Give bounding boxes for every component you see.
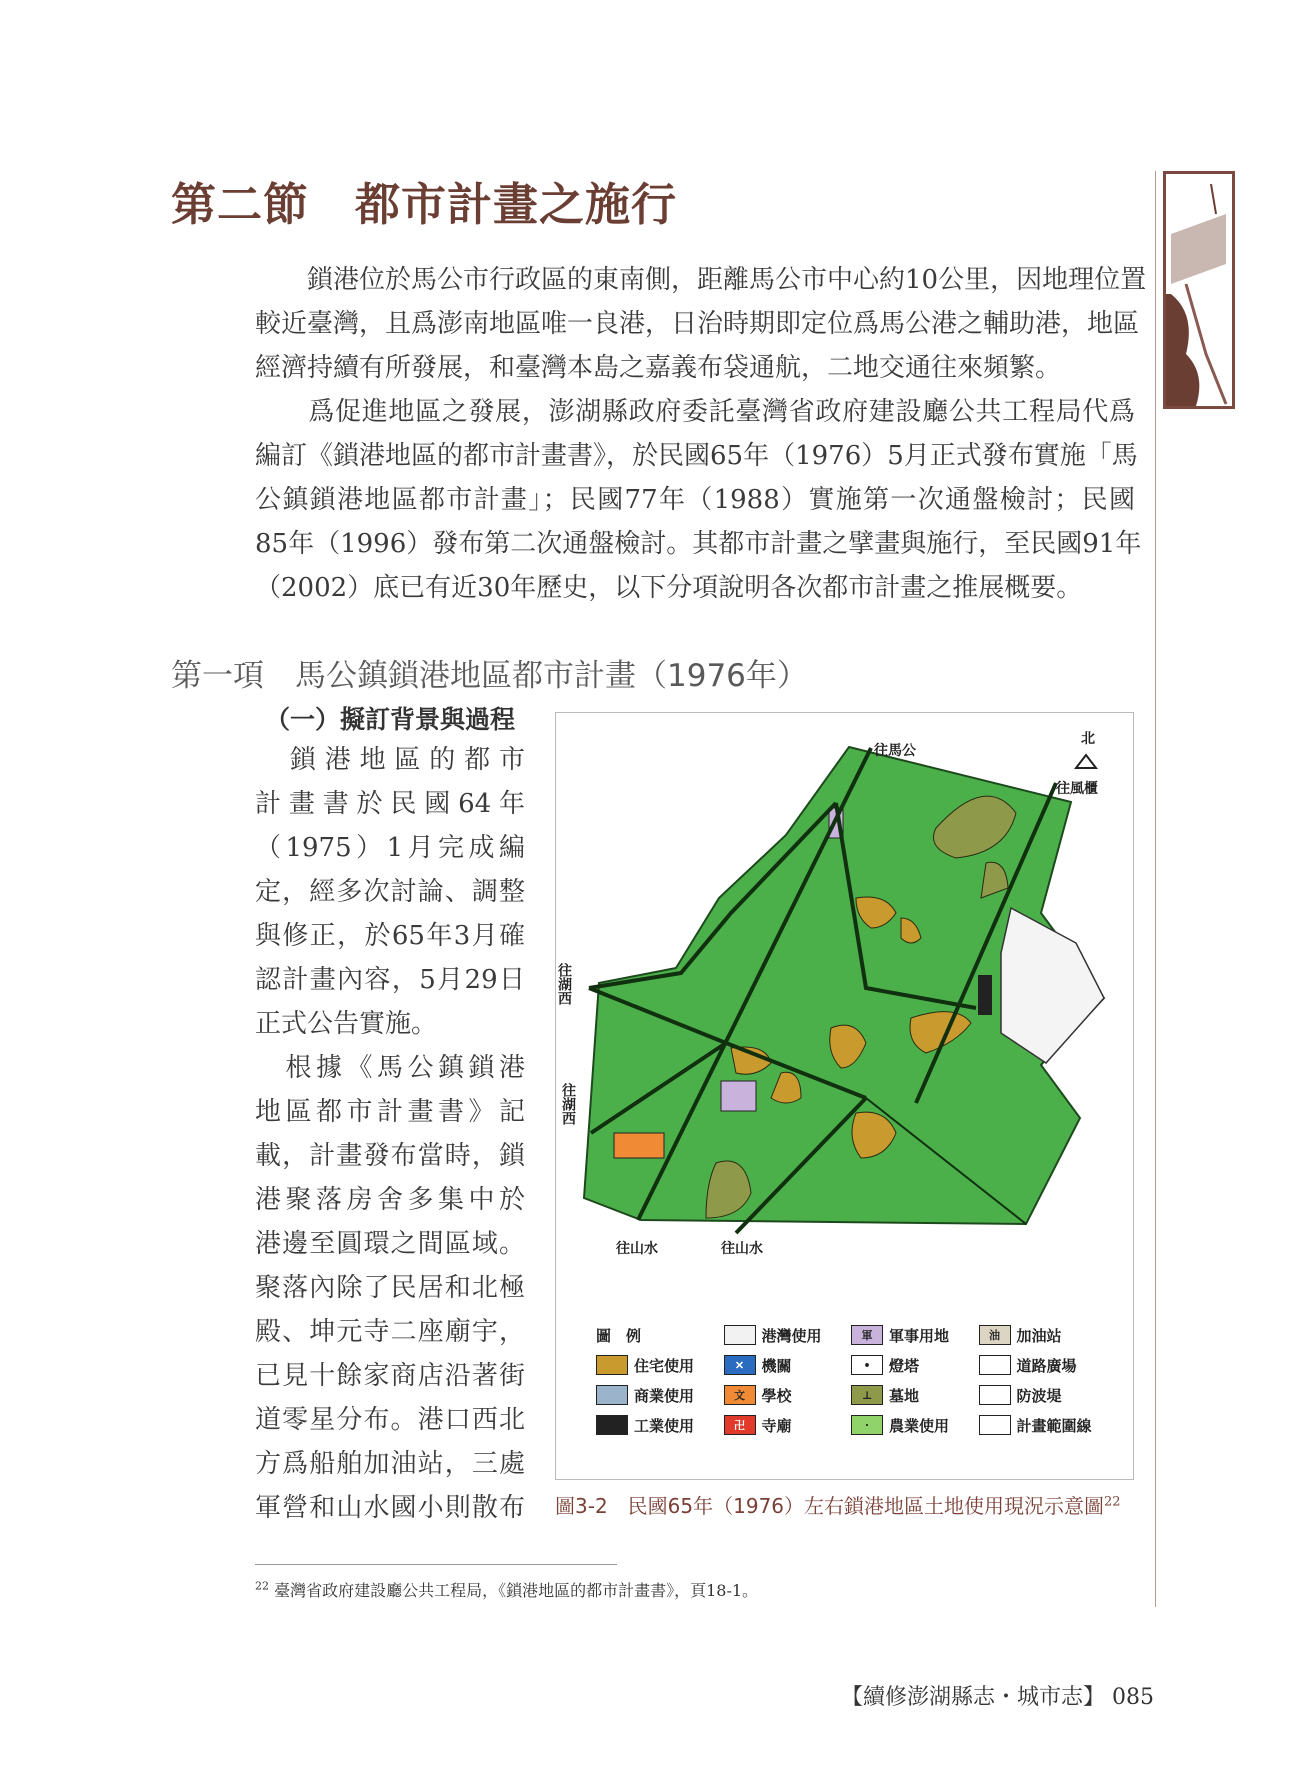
text-line: 計畫書於民國64年 bbox=[255, 789, 525, 819]
intro-paragraphs bbox=[255, 258, 1147, 610]
subsection-title: 第一項 馬公鎮鎖港地區都市計畫（1976年） bbox=[171, 658, 808, 694]
text-line: 殿、坤元寺二座廟宇， bbox=[255, 1317, 525, 1347]
legend-label: 道路廣場 bbox=[1016, 1356, 1077, 1375]
caption-text: 圖3-2 民國65年（1976）左右鎖港地區土地使用現況示意圖 bbox=[555, 1494, 1105, 1518]
land-use-map bbox=[556, 713, 1133, 1313]
text-line: 鎖港地區的都市 bbox=[255, 745, 525, 775]
legend-label: 防波堤 bbox=[1016, 1386, 1062, 1405]
legend-item bbox=[979, 1323, 1107, 1347]
text-line: 根據《馬公鎮鎖港 bbox=[255, 1053, 525, 1083]
legend-swatch-icon bbox=[724, 1325, 756, 1345]
text-line: 鎖港位於馬公市行政區的東南側，距離馬公市中心約10公里，因地理位置 bbox=[255, 265, 1147, 295]
legend-label: 農業使用 bbox=[889, 1416, 950, 1435]
legend-swatch-icon bbox=[596, 1385, 628, 1405]
map-label-to-huxi-2: 往湖西 bbox=[560, 1083, 576, 1125]
legend-swatch-icon: 文 bbox=[724, 1385, 756, 1405]
legend-item bbox=[851, 1353, 979, 1377]
text-line: 港聚落房舍多集中於 bbox=[255, 1185, 525, 1215]
legend-label: 住宅使用 bbox=[634, 1356, 695, 1375]
legend-label: 港灣使用 bbox=[761, 1326, 822, 1345]
figure-caption bbox=[555, 1490, 1121, 1519]
text-line: 編訂《鎖港地區的都市計畫書》，於民國65年（1976）5月正式發布實施「馬 bbox=[255, 441, 1138, 471]
text-line: 定，經多次討論、調整 bbox=[255, 877, 525, 907]
legend-item bbox=[596, 1353, 724, 1377]
text-line: 載，計畫發布當時，鎖 bbox=[255, 1141, 525, 1171]
map-label-to-magong: 往馬公 bbox=[874, 743, 916, 759]
text-line: 爲促進地區之發展，澎湖縣政府委託臺灣省政府建設廳公共工程局代爲 bbox=[255, 397, 1135, 427]
map-legend bbox=[596, 1323, 1106, 1437]
footnote-number: 22 bbox=[255, 1579, 269, 1593]
legend-swatch-icon: • bbox=[851, 1355, 883, 1375]
legend-label: 墓地 bbox=[889, 1386, 920, 1405]
map-label-to-fengkui: 往風櫃 bbox=[1056, 781, 1098, 797]
legend-item bbox=[851, 1323, 979, 1347]
footnote-divider bbox=[255, 1564, 617, 1565]
section-title: 第二節 都市計畫之施行 bbox=[171, 178, 678, 231]
legend-swatch-icon: · bbox=[851, 1415, 883, 1435]
text-line: 軍營和山水國小則散布 bbox=[255, 1493, 525, 1523]
legend-item bbox=[979, 1353, 1107, 1377]
page-footer: 【續修澎湖縣志・城市志】 085 bbox=[841, 1685, 1154, 1710]
industrial-block bbox=[978, 975, 992, 1015]
text-line: 認計畫內容，5月29日 bbox=[255, 965, 525, 995]
body-column bbox=[255, 738, 525, 1530]
caption-footnote-ref[interactable]: 22 bbox=[1104, 1494, 1121, 1510]
footnote bbox=[255, 1578, 758, 1601]
margin-rule bbox=[1155, 171, 1156, 1607]
subsubsection-title: （一）擬訂背景與過程 bbox=[265, 705, 516, 734]
text-line: 道零星分布。港口西北 bbox=[255, 1405, 525, 1435]
legend-label: 學校 bbox=[761, 1386, 792, 1405]
legend-label: 軍事用地 bbox=[889, 1326, 950, 1345]
text-line: （2002）底已有近30年歷史，以下分項說明各次都市計畫之推展概要。 bbox=[255, 573, 1083, 603]
legend-swatch-icon: ✕ bbox=[724, 1355, 756, 1375]
legend-swatch-icon: 軍 bbox=[851, 1325, 883, 1345]
map-label-to-shanshui-2: 往山水 bbox=[721, 1241, 763, 1257]
legend-label: 寺廟 bbox=[761, 1416, 792, 1435]
legend-swatch-icon: 油 bbox=[979, 1325, 1011, 1345]
map-label-north: 北 bbox=[1081, 731, 1095, 747]
legend-swatch-icon bbox=[979, 1415, 1011, 1435]
legend-item bbox=[724, 1353, 852, 1377]
legend-item bbox=[596, 1413, 724, 1437]
legend-swatch-icon bbox=[596, 1355, 628, 1375]
legend-label: 商業使用 bbox=[634, 1386, 695, 1405]
legend-swatch-icon bbox=[979, 1385, 1011, 1405]
legend-item bbox=[979, 1413, 1107, 1437]
text-line: 公鎮鎖港地區都市計畫」；民國77年（1988）實施第一次通盤檢討；民國 bbox=[255, 485, 1135, 515]
legend-label: 計畫範圍線 bbox=[1016, 1416, 1092, 1435]
text-line: 較近臺灣，且爲澎南地區唯一良港，日治時期即定位爲馬公港之輔助港，地區 bbox=[255, 309, 1140, 339]
legend-label: 工業使用 bbox=[634, 1416, 695, 1435]
legend-item bbox=[979, 1383, 1107, 1407]
footnote-text: 臺灣省政府建設廳公共工程局，《鎖港地區的都市計畫書》，頁18-1。 bbox=[269, 1581, 759, 1600]
text-line: 經濟持續有所發展，和臺灣本島之嘉義布袋通航，二地交通往來頻繁。 bbox=[255, 353, 1062, 383]
map-label-to-huxi-1: 往湖西 bbox=[556, 963, 572, 1005]
text-line: 地區都市計畫書》記 bbox=[255, 1097, 525, 1127]
legend-item bbox=[724, 1383, 852, 1407]
legend-item bbox=[596, 1383, 724, 1407]
land-use-map-figure bbox=[555, 712, 1134, 1480]
legend-title: 圖 例 bbox=[596, 1326, 642, 1345]
legend-swatch-icon: 卍 bbox=[724, 1415, 756, 1435]
legend-item bbox=[724, 1323, 852, 1347]
text-line: 方爲船舶加油站，三處 bbox=[255, 1449, 525, 1479]
legend-label: 加油站 bbox=[1016, 1326, 1062, 1345]
text-line: 正式公告實施。 bbox=[255, 1009, 438, 1039]
text-line: 與修正，於65年3月確 bbox=[255, 921, 525, 951]
north-arrow-icon bbox=[1076, 755, 1096, 768]
text-line: 已見十餘家商店沿著街 bbox=[255, 1361, 525, 1391]
legend-label: 燈塔 bbox=[889, 1356, 920, 1375]
text-line: 85年（1996）發布第二次通盤檢討。其都市計畫之擘畫與施行，至民國91年 bbox=[255, 529, 1142, 559]
harbor-area bbox=[1001, 908, 1104, 1063]
legend-label: 機關 bbox=[761, 1356, 792, 1375]
legend-swatch-icon bbox=[596, 1415, 628, 1435]
legend-swatch-icon: ⊥ bbox=[851, 1385, 883, 1405]
map-label-to-shanshui-1: 往山水 bbox=[616, 1241, 658, 1257]
text-line: 港邊至圓環之間區域。 bbox=[255, 1229, 525, 1259]
text-line: 聚落內除了民居和北極 bbox=[255, 1273, 525, 1303]
military-camp bbox=[721, 1081, 756, 1111]
text-line: （1975）1月完成編 bbox=[255, 833, 525, 863]
legend-item bbox=[724, 1413, 852, 1437]
legend-item bbox=[851, 1383, 979, 1407]
legend-swatch-icon bbox=[979, 1355, 1011, 1375]
legend-item bbox=[851, 1413, 979, 1437]
school bbox=[614, 1133, 664, 1158]
decorative-photo bbox=[1163, 171, 1235, 409]
